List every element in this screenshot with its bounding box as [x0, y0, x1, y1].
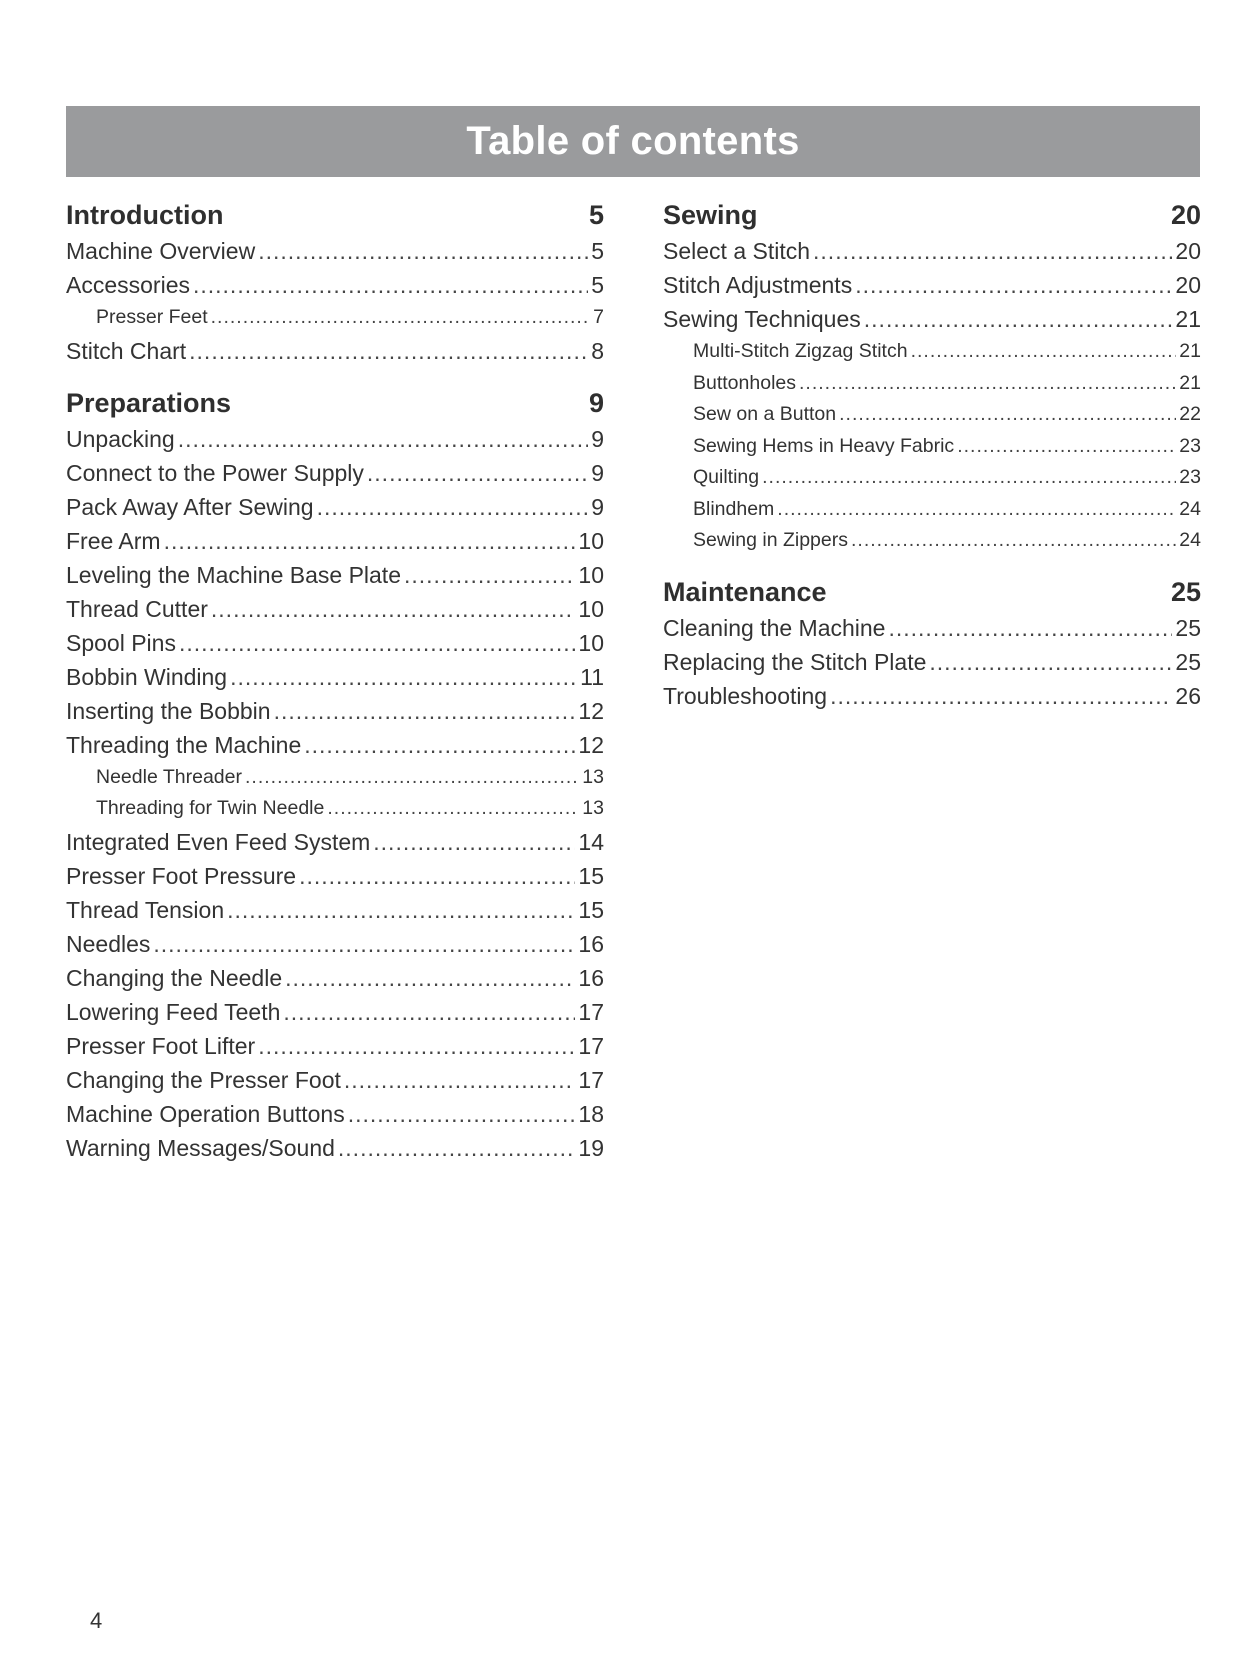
dot-leader	[245, 762, 579, 794]
section-title: Introduction	[66, 200, 224, 230]
dot-leader	[258, 1029, 575, 1063]
entry-label: Bobbin Winding	[66, 663, 228, 690]
toc-entry[interactable]	[66, 995, 604, 1029]
entry-page-number: 10	[578, 561, 604, 588]
toc-entry[interactable]	[66, 558, 604, 592]
entry-page-number: 13	[582, 797, 604, 819]
entry-label: Changing the Needle	[66, 964, 283, 991]
dot-leader	[338, 1131, 576, 1165]
dot-leader	[864, 302, 1173, 336]
toc-entry[interactable]	[66, 1029, 604, 1063]
entry-page-number: 16	[578, 964, 604, 991]
entry-label: Cleaning the Machine	[663, 614, 886, 641]
entry-page-number: 12	[578, 731, 604, 758]
entry-label: Free Arm	[66, 527, 161, 554]
entry-page-number: 17	[578, 1032, 604, 1059]
toc-subentry[interactable]	[66, 762, 604, 794]
entry-page-number: 21	[1179, 340, 1201, 362]
entry-label: Thread Cutter	[66, 595, 208, 622]
entry-page-number: 24	[1179, 497, 1201, 520]
dot-leader	[344, 1063, 576, 1097]
entry-page-number: 9	[591, 459, 604, 486]
toc-subentry[interactable]	[663, 525, 1201, 557]
section-heading[interactable]	[663, 573, 1201, 611]
toc-entry[interactable]	[66, 1131, 604, 1165]
toc-entry[interactable]	[66, 961, 604, 995]
dot-leader	[929, 645, 1172, 679]
dot-leader	[367, 456, 588, 490]
entry-page-number: 7	[593, 306, 604, 328]
dot-leader	[348, 1097, 576, 1131]
toc-entry[interactable]	[66, 927, 604, 961]
section-title: Sewing	[663, 200, 758, 230]
toc-entry[interactable]	[663, 645, 1201, 679]
entry-page-number: 23	[1179, 466, 1201, 488]
toc-right-column	[663, 196, 1201, 713]
toc-subentry[interactable]	[663, 336, 1201, 368]
entry-label: Presser Feet	[96, 306, 208, 328]
section-heading[interactable]	[66, 196, 604, 234]
entry-page-number: 5	[591, 238, 604, 264]
dot-leader	[178, 422, 589, 456]
section-title: Maintenance	[663, 576, 827, 607]
dot-leader	[304, 728, 575, 762]
entry-label: Threading for Twin Needle	[96, 797, 325, 819]
entry-label: Changing the Presser Foot	[66, 1066, 341, 1093]
toc-entry[interactable]	[66, 592, 604, 626]
dot-leader	[830, 679, 1172, 713]
dot-leader	[777, 494, 1176, 526]
dot-leader	[762, 462, 1176, 494]
toc-entry[interactable]	[66, 524, 604, 558]
entry-label: Stitch Chart	[66, 337, 187, 364]
entry-page-number: 19	[578, 1134, 604, 1161]
toc-subentry[interactable]	[663, 368, 1201, 400]
toc-section-preparations	[66, 384, 604, 1165]
entry-label: Stitch Adjustments	[663, 272, 853, 298]
toc-subentry[interactable]	[66, 793, 604, 825]
entry-page-number: 21	[1179, 371, 1201, 394]
entry-label: Thread Tension	[66, 896, 225, 923]
entry-label: Troubleshooting	[663, 682, 828, 709]
dot-leader	[839, 399, 1176, 431]
entry-label: Sewing Hems in Heavy Fabric	[693, 434, 955, 457]
page-number: 4	[90, 1608, 103, 1633]
dot-leader	[153, 927, 575, 961]
toc-entry[interactable]	[66, 422, 604, 456]
dot-leader	[799, 368, 1176, 400]
toc-entry[interactable]	[663, 268, 1201, 302]
entry-label: Sewing in Zippers	[693, 529, 848, 551]
entry-label: Needles	[66, 930, 151, 957]
entry-page-number: 15	[578, 862, 604, 889]
entry-label: Select a Stitch	[663, 238, 811, 264]
toc-entry[interactable]	[66, 859, 604, 893]
entry-label: Integrated Even Feed System	[66, 828, 371, 855]
entry-label: Pack Away After Sewing	[66, 493, 314, 520]
dot-leader	[211, 592, 576, 626]
entry-page-number: 13	[582, 765, 604, 788]
toc-entry[interactable]	[66, 490, 604, 524]
entry-label: Presser Foot Lifter	[66, 1032, 256, 1059]
dot-leader	[317, 490, 589, 524]
section-page-number: 20	[1170, 200, 1201, 230]
entry-page-number: 10	[578, 629, 604, 656]
entry-page-number: 21	[1175, 306, 1201, 332]
page-title: Table of contents	[466, 119, 800, 163]
entry-label: Machine Overview	[66, 238, 256, 264]
entry-page-number: 17	[578, 998, 604, 1025]
entry-page-number: 20	[1175, 272, 1201, 298]
toc-subentry[interactable]	[663, 399, 1201, 431]
entry-page-number: 9	[591, 425, 604, 452]
dot-leader	[855, 268, 1172, 302]
dot-leader	[227, 893, 575, 927]
entry-page-number: 15	[578, 896, 604, 923]
toc-entry[interactable]	[66, 728, 604, 762]
entry-page-number: 22	[1179, 403, 1201, 425]
entry-page-number: 26	[1175, 682, 1201, 709]
toc-entry[interactable]	[66, 893, 604, 927]
entry-page-number: 17	[578, 1066, 604, 1093]
toc-entry[interactable]	[66, 694, 604, 728]
dot-leader	[957, 431, 1176, 463]
entry-label: Accessories	[66, 272, 190, 298]
toc-entry[interactable]	[66, 334, 604, 368]
toc-left-column	[66, 196, 604, 1165]
section-page-number: 5	[588, 200, 604, 230]
entry-page-number: 8	[591, 337, 604, 364]
entry-label: Inserting the Bobbin	[66, 697, 271, 724]
entry-page-number: 14	[578, 828, 604, 855]
dot-leader	[258, 234, 588, 268]
dot-leader	[299, 859, 575, 893]
dot-leader	[888, 611, 1172, 645]
toc-entry[interactable]	[66, 456, 604, 490]
dot-leader	[164, 524, 576, 558]
dot-leader	[211, 302, 591, 334]
toc-subentry[interactable]	[663, 431, 1201, 463]
section-page-number: 9	[588, 387, 604, 418]
toc-subentry[interactable]	[663, 462, 1201, 494]
entry-label: Quilting	[693, 466, 760, 488]
entry-label: Blindhem	[693, 497, 775, 520]
toc-section-maintenance	[663, 573, 1201, 713]
toc-entry[interactable]	[66, 1063, 604, 1097]
entry-label: Multi-Stitch Zigzag Stitch	[693, 340, 908, 362]
dot-leader	[283, 995, 575, 1029]
entry-label: Warning Messages/Sound	[66, 1134, 335, 1161]
entry-page-number: 16	[578, 930, 604, 957]
section-page-number: 25	[1170, 576, 1201, 607]
dot-leader	[285, 961, 575, 995]
toc-subentry[interactable]	[66, 302, 604, 334]
entry-label: Lowering Feed Teeth	[66, 998, 281, 1025]
dot-leader	[230, 660, 577, 694]
dot-leader	[179, 626, 575, 660]
dot-leader	[327, 793, 579, 825]
toc-entry[interactable]	[66, 825, 604, 859]
dot-leader	[193, 268, 588, 302]
dot-leader	[813, 234, 1172, 268]
entry-page-number: 23	[1179, 434, 1201, 457]
toc-entry[interactable]	[663, 234, 1201, 268]
entry-label: Machine Operation Buttons	[66, 1100, 345, 1127]
toc-subentry[interactable]	[663, 494, 1201, 526]
entry-page-number: 5	[591, 272, 604, 298]
entry-label: Leveling the Machine Base Plate	[66, 561, 401, 588]
dot-leader	[911, 336, 1177, 368]
toc-section-introduction	[66, 196, 604, 368]
entry-label: Unpacking	[66, 425, 175, 452]
entry-page-number: 25	[1175, 648, 1201, 675]
entry-label: Sewing Techniques	[663, 306, 861, 332]
toc-entry[interactable]	[663, 611, 1201, 645]
entry-page-number: 24	[1179, 529, 1201, 551]
toc-entry[interactable]	[66, 660, 604, 694]
entry-page-number: 10	[578, 527, 604, 554]
toc-entry[interactable]	[66, 626, 604, 660]
section-heading[interactable]	[66, 384, 604, 422]
entry-label: Presser Foot Pressure	[66, 862, 297, 889]
section-heading[interactable]	[663, 196, 1201, 234]
entry-page-number: 9	[591, 493, 604, 520]
section-title: Preparations	[66, 387, 232, 418]
entry-label: Connect to the Power Supply	[66, 459, 364, 486]
entry-label: Needle Threader	[96, 765, 242, 788]
toc-title-bar	[66, 106, 1200, 177]
toc-entry[interactable]	[66, 1097, 604, 1131]
toc-section-sewing	[663, 196, 1201, 557]
entry-label: Buttonholes	[693, 371, 796, 394]
entry-label: Sew on a Button	[693, 403, 837, 425]
dot-leader	[373, 825, 575, 859]
entry-page-number: 12	[578, 697, 604, 724]
entry-label: Replacing the Stitch Plate	[663, 648, 927, 675]
toc-entry[interactable]	[663, 302, 1201, 336]
toc-entry[interactable]	[66, 268, 604, 302]
dot-leader	[189, 334, 588, 368]
entry-page-number: 18	[578, 1100, 604, 1127]
dot-leader	[404, 558, 575, 592]
toc-entry[interactable]	[663, 679, 1201, 713]
entry-page-number: 10	[578, 595, 604, 622]
entry-label: Spool Pins	[66, 629, 176, 656]
dot-leader	[274, 694, 576, 728]
dot-leader	[851, 525, 1176, 557]
entry-page-number: 25	[1175, 614, 1201, 641]
toc-entry[interactable]	[66, 234, 604, 268]
entry-label: Threading the Machine	[66, 731, 302, 758]
entry-page-number: 20	[1175, 238, 1201, 264]
entry-page-number: 11	[580, 663, 604, 690]
